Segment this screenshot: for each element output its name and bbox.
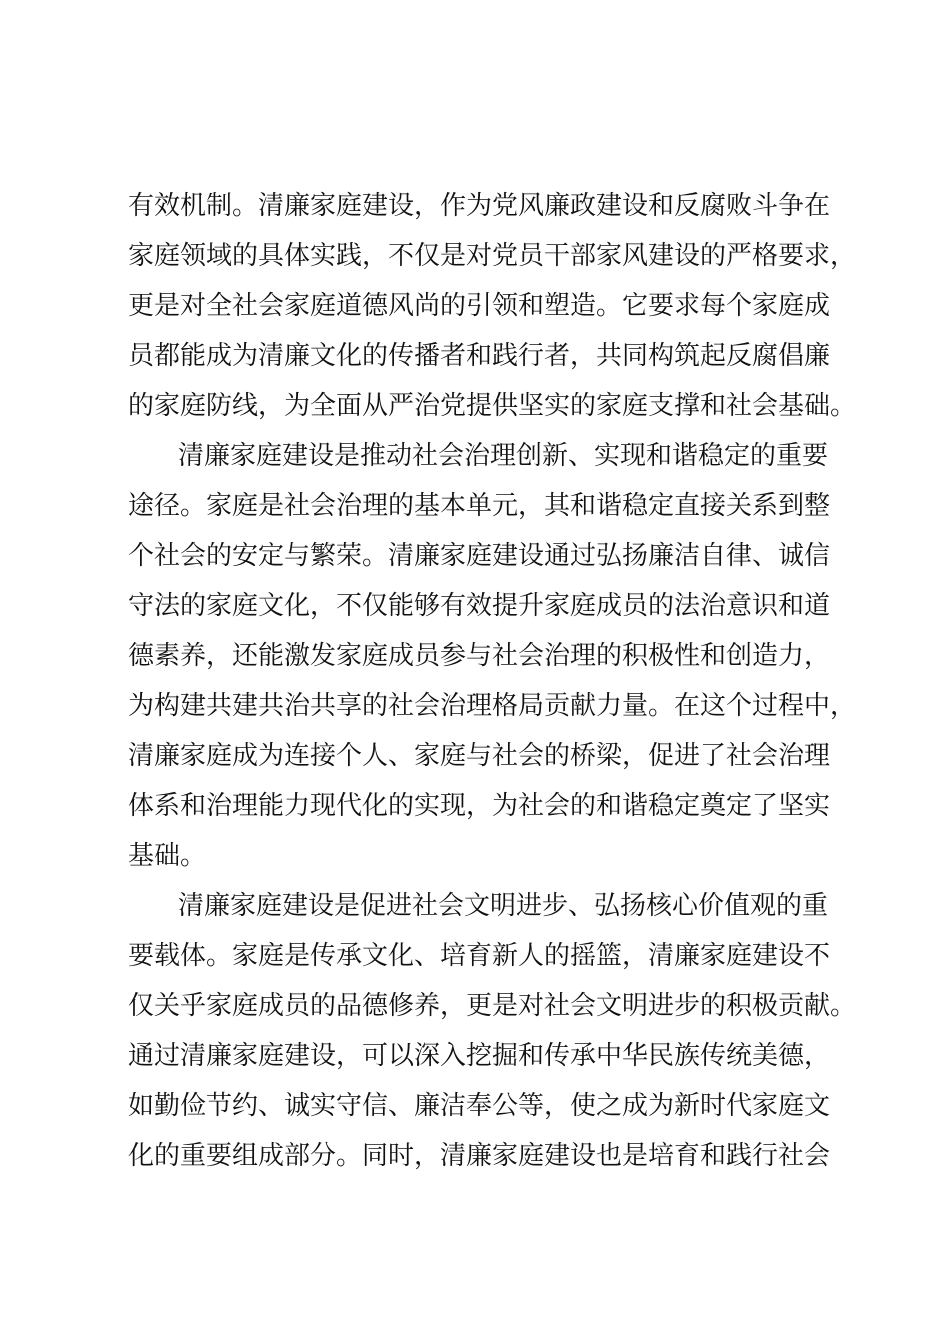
text-line: 基础。 [128, 841, 207, 871]
text-line: 德素养，还能激发家庭成员参与社会治理的积极性和创造力， [128, 641, 831, 671]
paragraph-first-line: 清廉家庭建设是推动社会治理创新、实现和谐稳定的重要 [178, 441, 829, 471]
text-line: 体系和治理能力现代化的实现，为社会的和谐稳定奠定了坚实 [128, 791, 831, 821]
text-line: 清廉家庭成为连接个人、家庭与社会的桥梁，促进了社会治理 [128, 741, 831, 771]
text-line: 途径。家庭是社会治理的基本单元，其和谐稳定直接关系到整 [128, 491, 831, 521]
text-line: 的家庭防线，为全面从严治党提供坚实的家庭支撑和社会基础。 [128, 391, 857, 421]
text-line: 为构建共建共治共享的社会治理格局贡献力量。在这个过程中， [128, 691, 857, 721]
text-line: 守法的家庭文化，不仅能够有效提升家庭成员的法治意识和道 [128, 591, 831, 621]
text-line: 要载体。家庭是传承文化、培育新人的摇篮，清廉家庭建设不 [128, 941, 831, 971]
text-line: 如勤俭节约、诚实守信、廉洁奉公等，使之成为新时代家庭文 [128, 1091, 831, 1121]
text-line: 化的重要组成部分。同时，清廉家庭建设也是培育和践行社会 [128, 1141, 831, 1171]
text-line: 个社会的安定与繁荣。清廉家庭建设通过弘扬廉洁自律、诚信 [128, 541, 831, 571]
text-line: 通过清廉家庭建设，可以深入挖掘和传承中华民族传统美德， [128, 1041, 831, 1071]
text-line: 仅关乎家庭成员的品德修养，更是对社会文明进步的积极贡献。 [128, 991, 857, 1021]
text-line: 员都能成为清廉文化的传播者和践行者，共同构筑起反腐倡廉 [128, 341, 831, 371]
text-line: 有效机制。清廉家庭建设，作为党风廉政建设和反腐败斗争在 [128, 191, 831, 221]
text-line: 更是对全社会家庭道德风尚的引领和塑造。它要求每个家庭成 [128, 291, 831, 321]
text-line: 家庭领域的具体实践，不仅是对党员干部家风建设的严格要求， [128, 241, 857, 271]
paragraph-first-line: 清廉家庭建设是促进社会文明进步、弘扬核心价值观的重 [178, 891, 829, 921]
